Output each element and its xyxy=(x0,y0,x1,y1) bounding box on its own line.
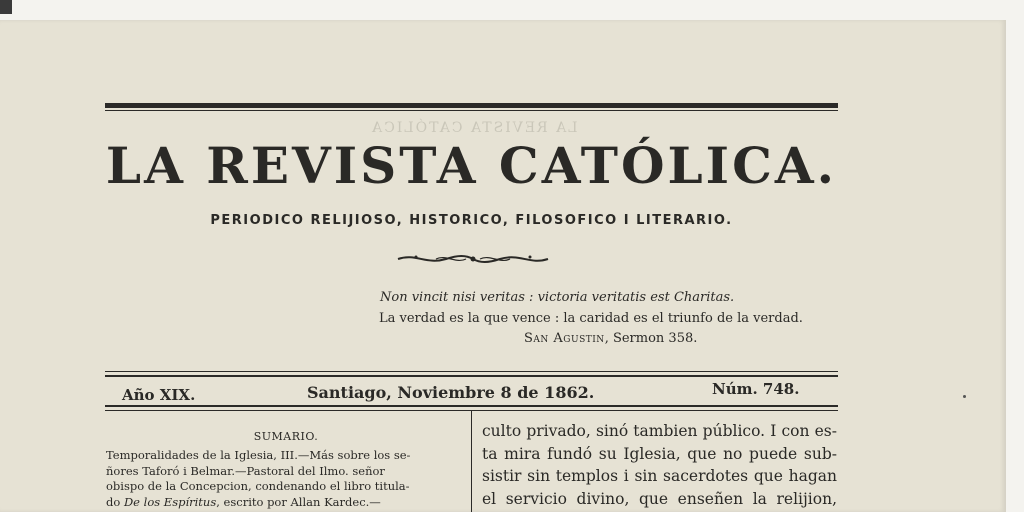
issue-date: Santiago, Noviembre 8 de 1862. xyxy=(307,383,595,402)
epigraph-attribution xyxy=(524,331,697,346)
masthead-title: LA REVISTA CATÓLICA. xyxy=(105,136,838,195)
sumario-line: Temporalidades de la Iglesia, III.—Más sobre los se- xyxy=(106,448,411,462)
paper-speck xyxy=(963,395,966,398)
issue-number: Núm. 748. xyxy=(712,380,800,398)
issue-rule-top-heavy xyxy=(105,375,838,377)
masthead-subtitle: PERIODICO RELIJIOSO, HISTORICO, FILOSOFICO I LITERARIO. xyxy=(210,213,733,228)
scan-corner-mark xyxy=(0,0,12,14)
epigraph-latin: Non vincit nisi veritas : victoria veritatis est Charitas. xyxy=(380,290,735,305)
sumario-line: ñores Taforó i Belmar.—Pastoral del Ilmo. señor xyxy=(106,463,385,478)
sumario-last-suffix: , escrito por Allan Kardec.— xyxy=(216,494,381,509)
sumario-last-prefix: do xyxy=(106,494,124,509)
sumario-line: obispo de la Concepcion, condenando el libro titula- xyxy=(106,479,410,493)
issue-rule-bottom-heavy xyxy=(105,405,838,407)
epigraph-source: , Sermon 358. xyxy=(604,331,698,346)
article-line: ta mira fundó su Iglesia, que no puede sub- xyxy=(482,444,837,463)
sumario-book-title: De los Espíritus xyxy=(123,494,217,509)
issue-rule-top xyxy=(105,371,838,372)
article-line: sistir sin templos i sin sacerdotes que hagan xyxy=(482,467,837,485)
epigraph-author: San Agustin xyxy=(524,331,605,346)
sumario-body xyxy=(106,448,464,510)
article-body xyxy=(482,420,837,510)
top-thin-rule xyxy=(105,110,838,111)
sumario-title: SUMARIO. xyxy=(253,430,319,443)
ornament-icon xyxy=(396,252,550,266)
epigraph-spanish: La verdad es la que vence : la caridad es el triunfo de la verdad. xyxy=(379,311,803,326)
bleed-through-text: LA REVISTA CATÓLICA xyxy=(370,120,578,136)
sumario-line-last xyxy=(106,495,464,511)
issue-year: Año XIX. xyxy=(122,386,196,404)
column-divider xyxy=(471,411,472,512)
top-heavy-rule xyxy=(105,103,838,108)
article-line: culto privado, sinó tambien público. I con es- xyxy=(482,422,837,440)
article-line: el servicio divino, que enseñen la relijion, xyxy=(482,489,837,508)
